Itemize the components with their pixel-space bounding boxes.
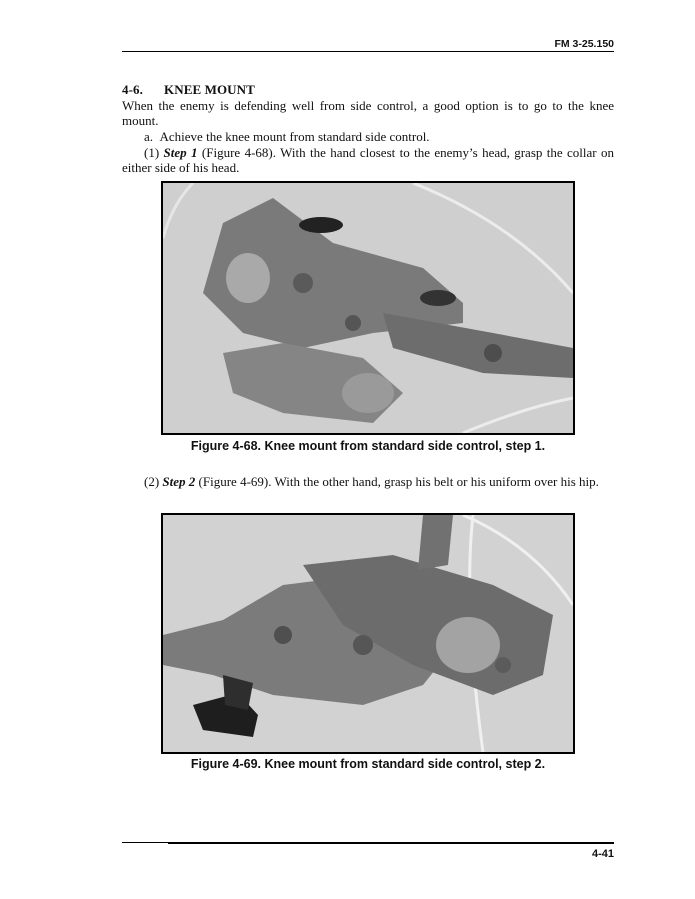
header-rule [122,51,614,52]
section-heading [122,82,255,98]
step1-paragraph [122,145,614,175]
figure-4-68-caption: Figure 4-68. Knee mount from standard side control, step 1. [190,439,546,453]
figure-4-69-photo [161,513,575,754]
section-intro: When the enemy is defending well from side control, a good option is to go to the knee mount. [122,98,614,128]
figure-4-68-photo [161,181,575,435]
figure-4-69-image [163,515,573,752]
running-header: FM 3-25.150 [554,38,614,50]
step2-text: (Figure 4-69). With the other hand, grasp his belt or his uniform over his hip. [195,474,599,489]
step1-text: (Figure 4-68). With the hand closest to the enemy’s head, grasp the collar on either side of his head. [122,145,614,175]
page-number: 4-41 [591,848,614,860]
item-a: a. Achieve the knee mount from standard side control. [144,129,430,144]
step2-label: Step 2 [162,474,196,489]
step2-paragraph [122,474,614,489]
step2-prefix: (2) [144,474,163,489]
figure-4-68-image [163,183,573,433]
step1-label: Step 1 [163,145,198,160]
footer-rule-thick [168,842,614,844]
section-title: KNEE MOUNT [164,82,255,97]
figure-4-69-caption: Figure 4-69. Knee mount from standard side control, step 2. [190,757,546,771]
step1-prefix: (1) [144,145,164,160]
section-number: 4-6. [122,82,143,97]
